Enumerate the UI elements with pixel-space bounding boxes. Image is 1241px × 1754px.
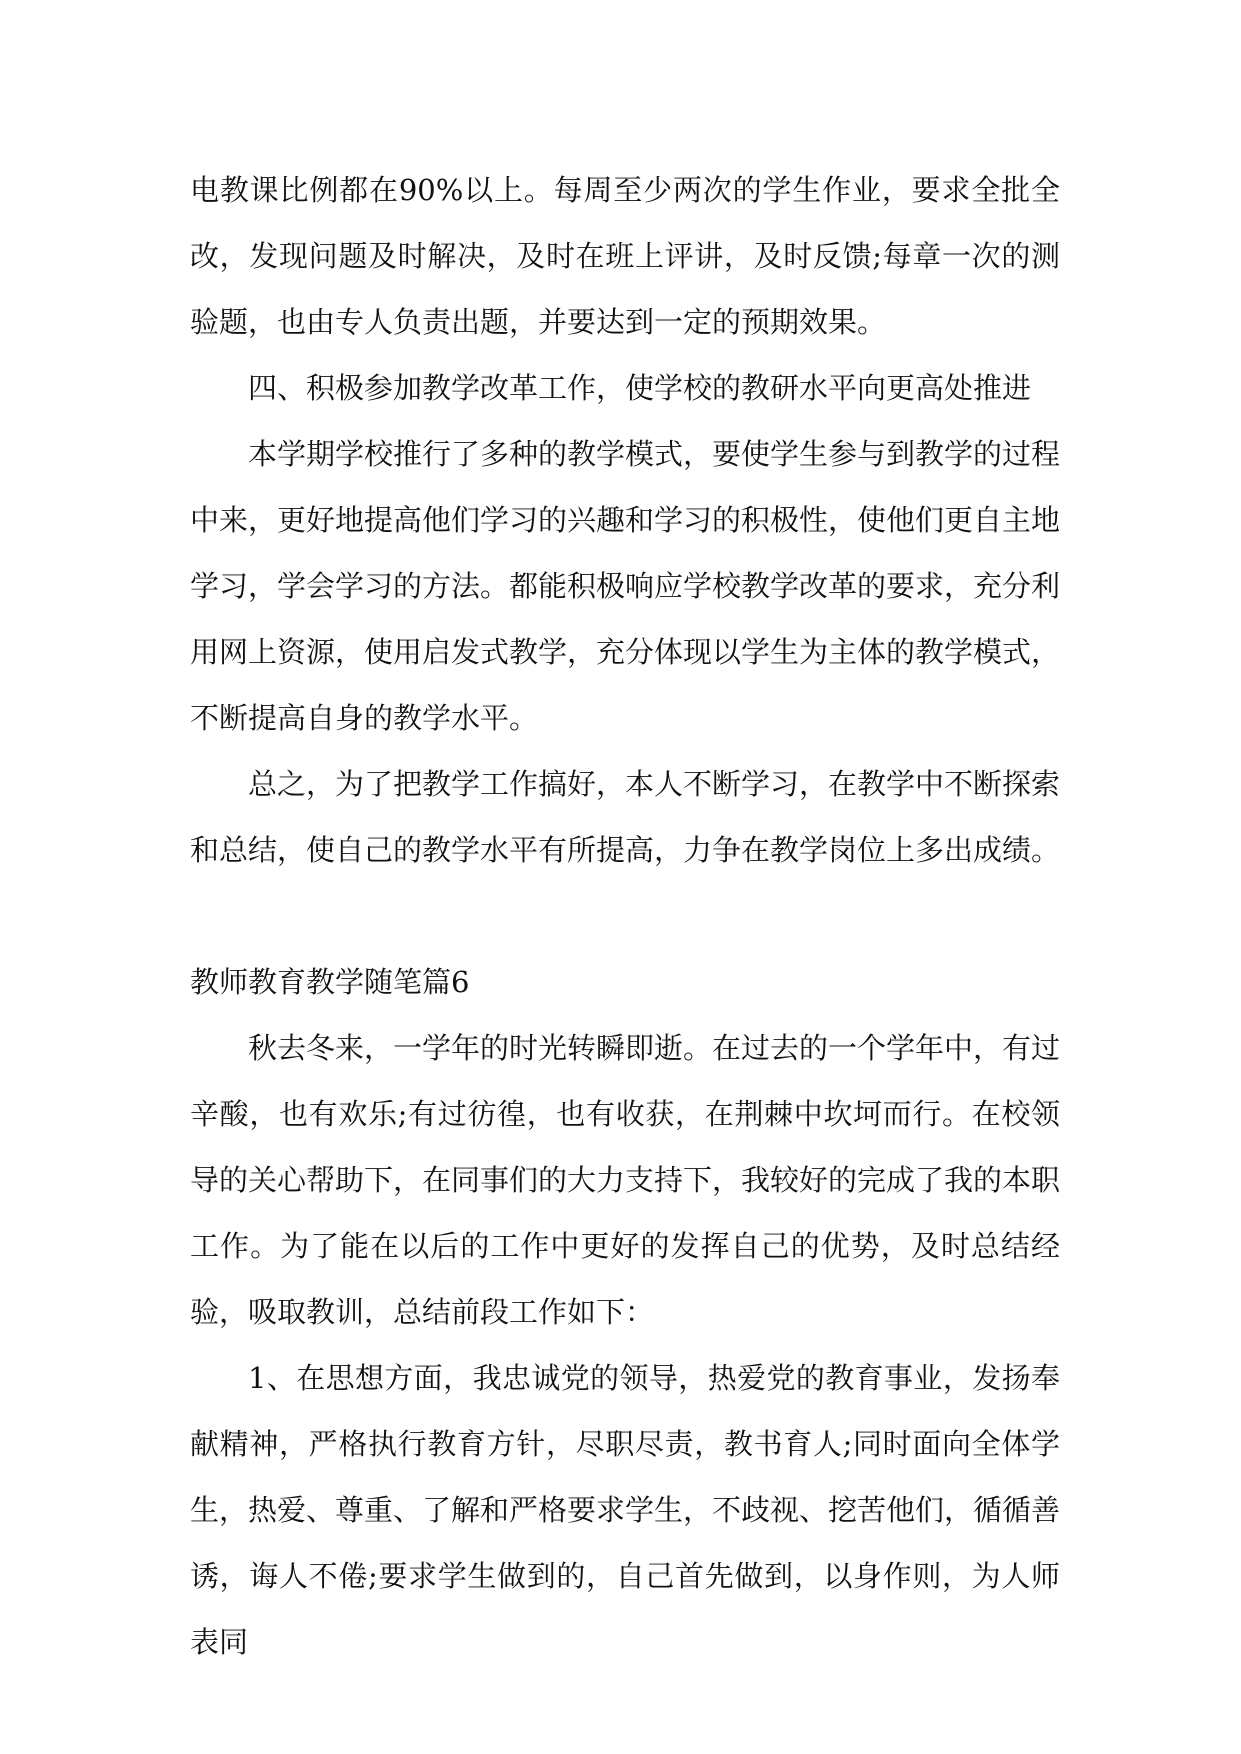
- paragraph-conclusion: 总之，为了把教学工作搞好，本人不断学习，在教学中不断探索和总结，使自己的教学水平有所提高，力争在教学岗位上多出成绩。: [190, 767, 1061, 867]
- document-body: [190, 157, 1060, 1675]
- paragraph-continuation: 电教课比例都在90%以上。每周至少两次的学生作业，要求全批全改，发现问题及时解决，及时在班上评讲，及时反馈;每章一次的测验题，也由专人负责出题，并要达到一定的预期效果。: [190, 173, 1060, 339]
- paragraph-teaching-reform: 本学期学校推行了多种的教学模式，要使学生参与到教学的过程中来，更好地提高他们学习的兴趣和学习的积极性，使他们更自主地学习，学会学习的方法。都能积极响应学校教学改革的要求，充分利用网上资源，使用启发式教学，充分体现以学生为主体的教学模式，不断提高自身的教学水平。: [190, 437, 1061, 735]
- section-heading-four: 四、积极参加教学改革工作，使学校的教研水平向更高处推进: [248, 371, 1032, 405]
- article-title: 教师教育教学随笔篇6: [190, 965, 470, 999]
- paragraph-ideology: 1、在思想方面，我忠诚党的领导，热爱党的教育事业，发扬奉献精神，严格执行教育方针，尽职尽责，教书育人;同时面向全体学生，热爱、尊重、了解和严格要求学生，不歧视、挖苦他们，循循善诱，诲人不倦;要求学生做到的，自己首先做到，以身作则，为人师表同: [190, 1361, 1061, 1659]
- paragraph-intro: 秋去冬来，一学年的时光转瞬即逝。在过去的一个学年中，有过辛酸，也有欢乐;有过彷徨，也有收获，在荆棘中坎坷而行。在校领导的关心帮助下，在同事们的大力支持下，我较好的完成了我的本职工作。为了能在以后的工作中更好的发挥自己的优势，及时总结经验，吸取教训，总结前段工作如下：: [190, 1031, 1061, 1329]
